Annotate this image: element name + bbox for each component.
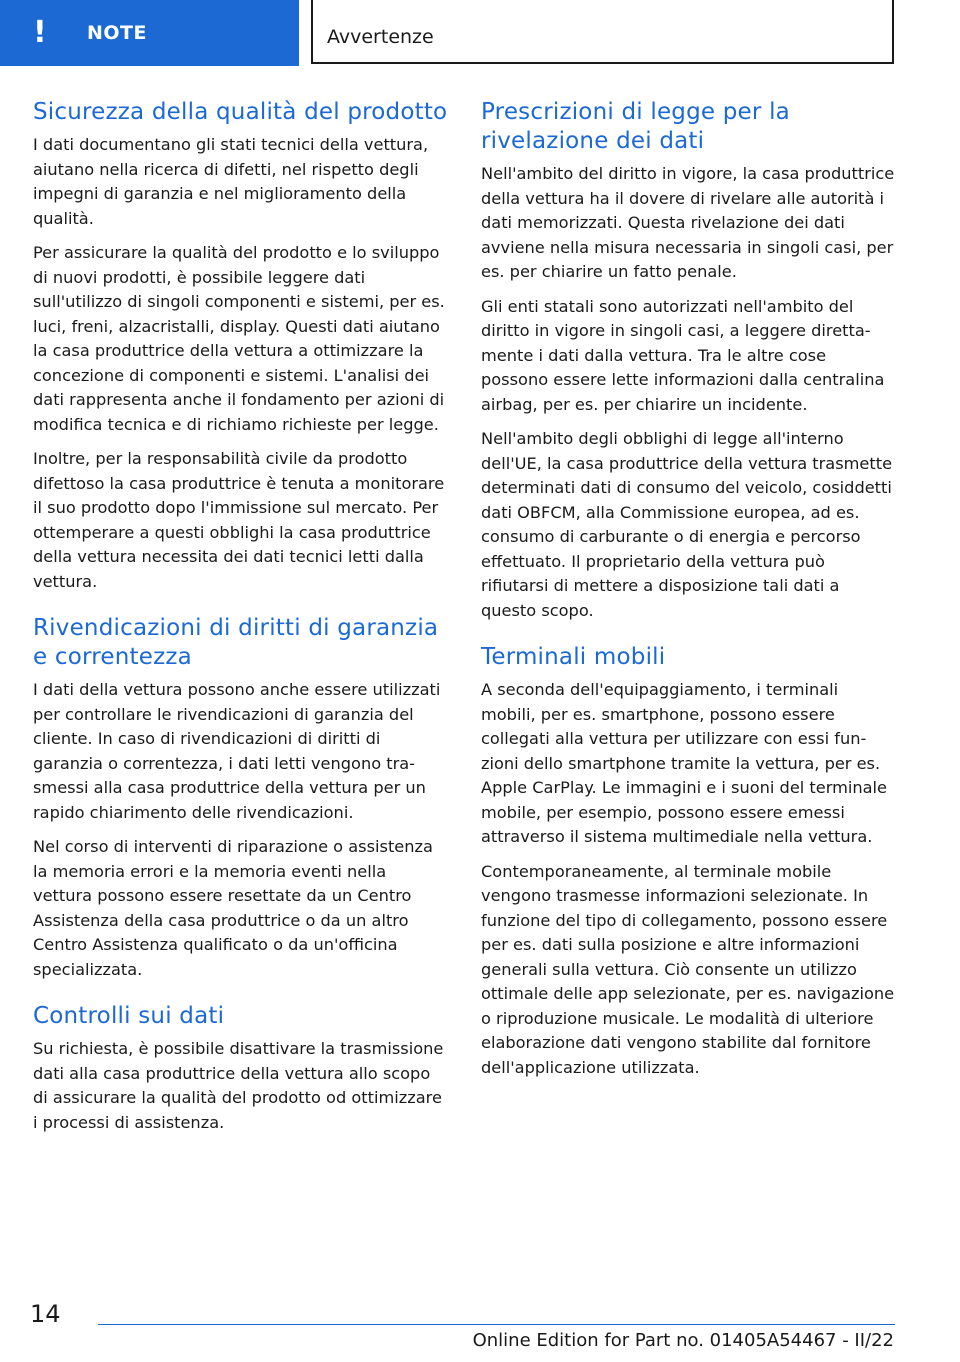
section-warranty: [33, 614, 449, 982]
section-legal: [481, 98, 897, 623]
warning-icon: !: [33, 15, 47, 50]
paragraph: I dati documentano gli stati tecnici della vettura, aiutano nella ricerca di difetti, nel rispetto degli impegni di garanzia e nel miglioramento della qualità.: [33, 135, 429, 228]
section-heading: Prescrizioni di legge per la rivelazione dei dati: [481, 99, 790, 154]
chapter-title-box: [311, 0, 894, 64]
section-heading: Controlli sui dati: [33, 1003, 225, 1029]
section-data-controls: [33, 1002, 449, 1135]
page-number: 14: [30, 1300, 61, 1328]
chapter-title: Avvertenze: [327, 26, 434, 48]
paragraph: Per assicurare la qualità del prodotto e lo sviluppo di nuovi prodotti, è possibile leggere dati sull'utilizzo di singoli componenti e sistemi, per es. luci, freni, alzacristalli, display. Questi dati aiutano la casa produttrice della vettura a ottimizzare la concezione di componenti e sistemi. L'analisi dei dati rappresenta anche il fondamento per azioni di modifica tecnica e di richiamo richieste per legge.: [33, 243, 445, 434]
edition-info: Online Edition for Part no. 01405A54467 - II/22: [472, 1330, 894, 1351]
section-heading: Rivendicazioni di diritti di garanzia e correntezza: [33, 615, 439, 670]
paragraph: Nell'ambito degli obblighi di legge all'interno dell'UE, la casa produttrice della vettura trasmette determinati dati di consumo del veicolo, cosiddetti dati OBFCM, alla Commissione europea, ad es. consumo di carburante o di energia e percorso effettuato. Il proprietario della vettura può rifiutarsi di mettere a disposizione tali dati a questo scopo.: [481, 429, 893, 620]
left-column: [33, 98, 449, 1155]
header-tab: [0, 0, 299, 66]
right-column: [481, 98, 897, 1100]
paragraph: Nel corso di interventi di riparazione o assistenza la memoria errori e la memoria eventi nella vettura possono essere resettate da un Centro Assistenza della casa produttrice o da un altro Centro Assistenza qualificato o da un'officina specializzata.: [33, 837, 433, 979]
paragraph: Contemporaneamente, al terminale mobile vengono trasmesse informazioni selezionate. In funzione del tipo di collegamento, possono essere per es. dati sulla posizione e altre informazioni generali sulla vettura. Ciò consente un utilizzo ottimale delle app selezionate, per es. navigazione o riproduzione musicale. Le modalità di ulteriore elaborazione dati vengono stabilite dal fornitore dell'applicazione utilizzata.: [481, 861, 895, 1077]
section-mobile: [481, 643, 897, 1080]
paragraph: Nell'ambito del diritto in vigore, la casa produttrice della vettura ha il dovere di rivelare alle autorità i dati memorizzati. Questa rivelazione dei dati avviene nella misura necessaria in singoli casi, per es. per chiarire un fatto penale.: [481, 164, 895, 281]
paragraph: A seconda dell'equipaggiamento, i terminali mobili, per es. smartphone, possono essere collegati alla vettura per utilizzare con essi funzioni dello smartphone tramite la vettura, per es. Apple CarPlay. Le immagini e i suoni del terminale mobile, per esempio, possono essere emessi attraverso il sistema multimediale nella vettura.: [481, 680, 888, 846]
paragraph: I dati della vettura possono anche essere utilizzati per controllare le rivendicazioni di garanzia del cliente. In caso di rivendicazioni di diritti di garanzia o correntezza, i dati letti vengono trasmessi alla casa produttrice della vettura per un rapido chiarimento delle rivendicazioni.: [33, 680, 441, 822]
paragraph: Gli enti statali sono autorizzati nell'ambito del diritto in vigore in singoli casi, a leggere direttamente i dati dalla vettura. Tra le altre cose possono essere lette informazioni dalla centralina airbag, per es. per chiarire un incidente.: [481, 296, 885, 414]
paragraph: Inoltre, per la responsabilità civile da prodotto difettoso la casa produttrice è tenuta a monitorare il suo prodotto dopo l'immissione sul mercato. Per ottemperare a questi obblighi la casa produttrice della vettura necessita dei dati tecnici letti dalla vettura.: [33, 449, 445, 591]
section-heading: Terminali mobili: [481, 644, 666, 670]
section-quality: [33, 98, 449, 594]
footer-divider: [98, 1324, 895, 1325]
section-heading: Sicurezza della qualità del prodotto: [33, 99, 448, 125]
paragraph: Su richiesta, è possibile disattivare la trasmissione dati alla casa produttrice della vettura allo scopo di assicurare la qualità del prodotto od ottimizzare i processi di assistenza.: [33, 1039, 444, 1132]
section-label: NOTE: [87, 22, 147, 44]
